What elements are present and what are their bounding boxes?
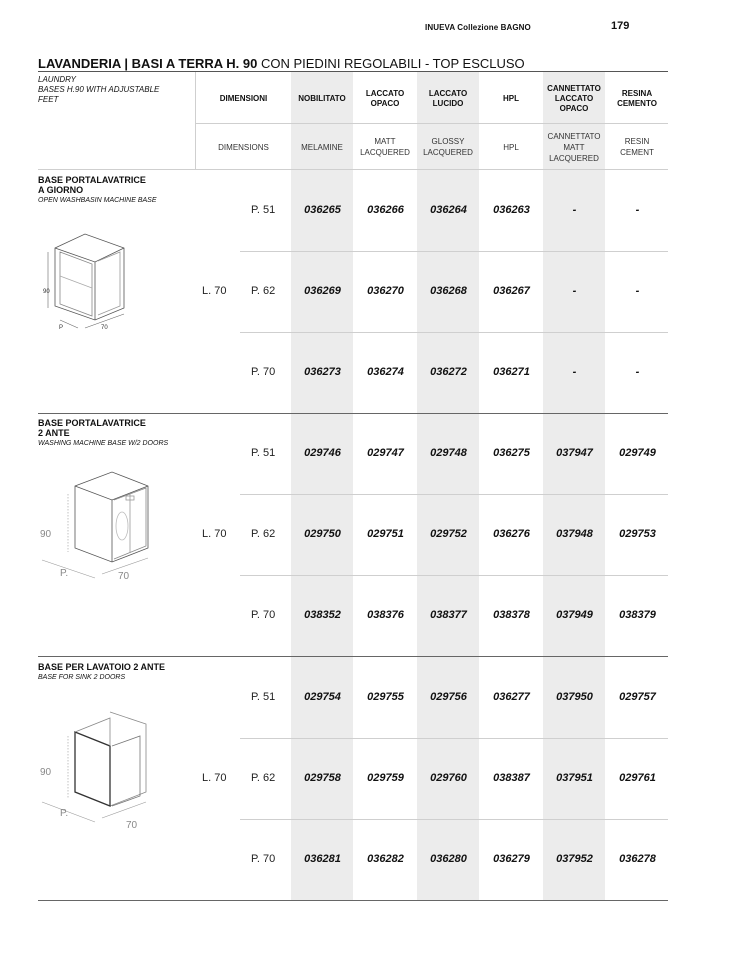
column-header <box>417 74 479 124</box>
column-header-line: CEMENTO <box>617 99 657 108</box>
column-header-text <box>298 94 346 104</box>
dim-label-width: 70 <box>101 325 108 331</box>
column-header-text <box>218 142 269 153</box>
column-header-line: RESIN <box>624 137 650 146</box>
product-code: 029761 <box>619 771 656 784</box>
product-code: 036267 <box>493 284 530 297</box>
dim-line-depth <box>42 802 95 822</box>
product-code: 029746 <box>304 446 341 459</box>
product-code: 036275 <box>493 446 530 459</box>
product-code: 029758 <box>304 771 341 784</box>
column-header-line: OPACO <box>370 99 400 108</box>
washing-machine-base-drawing <box>40 466 155 586</box>
legend-line: FEET <box>38 95 59 104</box>
product-code: 038352 <box>304 608 341 621</box>
depth-label: P. 70 <box>251 608 276 621</box>
drawing-left-door <box>75 732 110 806</box>
column-header-text <box>360 136 410 158</box>
product-code: 029753 <box>619 527 656 540</box>
column-header <box>196 74 291 124</box>
sink-base-drawing <box>40 706 155 832</box>
product-code: - <box>572 365 577 378</box>
column-header-text <box>220 94 268 104</box>
depth-label: P. 51 <box>251 446 276 459</box>
column-header-english <box>417 124 479 170</box>
column-header <box>480 74 542 124</box>
row-divider <box>240 575 668 576</box>
section-subtitle: OPEN WASHBASIN MACHINE BASE <box>38 197 157 204</box>
legend <box>38 75 188 105</box>
depth-label: P. 51 <box>251 690 276 703</box>
drawing-back-panel <box>110 712 146 806</box>
page-number: 179 <box>611 20 630 32</box>
product-code: 036281 <box>304 852 341 865</box>
open-base-drawing <box>40 228 140 334</box>
drawing-outline <box>55 234 124 320</box>
product-code: 029756 <box>430 690 467 703</box>
dim-label-depth: P. <box>60 568 69 579</box>
drawing-right-door <box>112 736 140 806</box>
product-code: 036279 <box>493 852 530 865</box>
column-header-line: LACCATO <box>428 89 468 98</box>
depth-label: P. 62 <box>251 771 276 784</box>
product-code: 038376 <box>367 608 404 621</box>
column-header <box>291 74 353 124</box>
depth-label: P. 70 <box>251 852 276 865</box>
product-code: 036276 <box>493 527 530 540</box>
section-title: BASE PER LAVATOIO 2 ANTE <box>38 662 166 672</box>
drawing-outline <box>75 472 148 562</box>
column-header-english <box>543 124 605 170</box>
column-header-line: CEMENT <box>620 148 654 157</box>
section-divider <box>38 413 668 414</box>
column-header-text <box>617 89 657 109</box>
product-code: 036280 <box>430 852 467 865</box>
dim-label-height: 90 <box>40 767 52 778</box>
product-code: 037952 <box>556 852 593 865</box>
product-code: 037949 <box>556 608 593 621</box>
column-header <box>354 74 416 124</box>
column-header-line: CANNETTATO <box>547 84 601 93</box>
legend-line: LAUNDRY <box>38 75 76 84</box>
header-divider <box>196 123 668 124</box>
dim-label-width: 70 <box>126 820 138 831</box>
column-header-line: RESINA <box>621 89 653 98</box>
column-header-text <box>366 89 404 109</box>
title-bold: LAVANDERIA | BASI A TERRA H. 90 <box>38 56 258 71</box>
product-code: 037951 <box>556 771 593 784</box>
section-title: A GIORNO <box>38 185 84 195</box>
section-subtitle: WASHING MACHINE BASE W/2 DOORS <box>38 440 169 447</box>
page-title <box>38 56 525 71</box>
dim-label-depth: P. <box>60 808 69 819</box>
product-code: 029755 <box>367 690 404 703</box>
column-header-text <box>301 142 343 153</box>
column-header <box>606 74 668 124</box>
product-code: 037948 <box>556 527 593 540</box>
product-code: 036282 <box>367 852 404 865</box>
title-normal: CON PIEDINI REGOLABILI - TOP ESCLUSO <box>257 56 525 71</box>
product-code: 036272 <box>430 365 467 378</box>
drawing-top-edge <box>75 486 148 500</box>
column-header-line: HPL <box>503 94 519 103</box>
product-code: 036278 <box>619 852 656 865</box>
section-title: BASE PORTALAVATRICE <box>38 418 146 428</box>
column-header-english <box>291 124 353 170</box>
product-code: 037950 <box>556 690 593 703</box>
legend-line: BASES H.90 WITH ADJUSTABLE <box>38 85 160 94</box>
column-header-english <box>354 124 416 170</box>
header-bottom-rule <box>38 169 668 170</box>
column-header-line: LUCIDO <box>432 99 464 108</box>
column-header-line: LACCATO <box>554 94 594 103</box>
section-title: 2 ANTE <box>38 428 70 438</box>
product-code: - <box>635 365 640 378</box>
column-header <box>543 74 605 124</box>
product-code: 037947 <box>556 446 593 459</box>
product-code: 038387 <box>493 771 530 784</box>
column-header-line: MATT <box>563 142 585 152</box>
product-code: 029752 <box>430 527 467 540</box>
column-header-english <box>606 124 668 170</box>
product-code: 036269 <box>304 284 341 297</box>
product-code: 036271 <box>493 365 530 378</box>
column-header-line: OPACO <box>559 104 589 113</box>
row-divider <box>240 738 668 739</box>
collection-name: INUEVA Collezione BAGNO <box>425 23 531 32</box>
column-header-text <box>429 89 467 109</box>
product-code: - <box>572 284 577 297</box>
column-header-english <box>196 124 291 170</box>
section-title: BASE PORTALAVATRICE <box>38 175 146 185</box>
product-code: 036263 <box>493 203 530 216</box>
product-code: 038379 <box>619 608 656 621</box>
product-code: 036270 <box>367 284 404 297</box>
dim-label-width: 70 <box>118 571 130 582</box>
column-header-line: HPL <box>503 142 519 152</box>
product-code: - <box>635 203 640 216</box>
column-header-text <box>547 84 601 114</box>
depth-label: P. 70 <box>251 365 276 378</box>
column-header-line: MATT <box>374 137 396 146</box>
column-header-text <box>423 136 473 158</box>
row-divider <box>240 332 668 333</box>
product-code: 036266 <box>367 203 404 216</box>
product-code: - <box>635 284 640 297</box>
column-header-line: LACCATO <box>365 89 405 98</box>
row-divider <box>240 251 668 252</box>
product-code: 029760 <box>430 771 467 784</box>
row-divider <box>240 819 668 820</box>
product-code: 029748 <box>430 446 467 459</box>
product-code: 029747 <box>367 446 404 459</box>
column-header-line: LACQUERED <box>423 148 473 157</box>
product-code: 029749 <box>619 446 656 459</box>
column-header-line: DIMENSIONI <box>219 94 268 103</box>
product-code: 036268 <box>430 284 467 297</box>
column-header-line: MELAMINE <box>301 142 343 152</box>
dim-line-width <box>102 802 146 818</box>
product-code: 029754 <box>304 690 341 703</box>
product-code: 038377 <box>430 608 467 621</box>
drawing-top-edge <box>75 718 110 746</box>
depth-label: P. 62 <box>251 284 276 297</box>
product-code: 036264 <box>430 203 467 216</box>
dim-label-depth: P <box>59 325 64 331</box>
width-label: L. 70 <box>202 771 227 784</box>
product-code: 029757 <box>619 690 656 703</box>
product-code: 036277 <box>493 690 530 703</box>
column-header-text <box>548 131 601 164</box>
product-code: 036274 <box>367 365 404 378</box>
drawing-drum <box>116 512 128 540</box>
product-code: 029759 <box>367 771 404 784</box>
drawing-opening <box>60 252 92 316</box>
column-header-text <box>503 94 519 104</box>
column-header-text <box>503 142 519 153</box>
depth-label: P. 51 <box>251 203 276 216</box>
product-code: - <box>572 203 577 216</box>
width-label: L. 70 <box>202 527 227 540</box>
dim-line-depth <box>42 560 95 578</box>
product-code: 029750 <box>304 527 341 540</box>
header-left-rule <box>195 72 196 170</box>
section-subtitle: BASE FOR SINK 2 DOORS <box>38 674 126 681</box>
column-header-line: CANNETTATO <box>547 131 601 141</box>
page-header <box>0 20 742 34</box>
drawing-side-panel <box>98 252 120 315</box>
product-code: 036273 <box>304 365 341 378</box>
product-code: 038378 <box>493 608 530 621</box>
column-header-line: LACQUERED <box>549 153 599 163</box>
column-header-line: NOBILITATO <box>298 94 346 103</box>
section-divider <box>38 656 668 657</box>
dim-label-height: 90 <box>40 529 52 540</box>
column-header-line: LACQUERED <box>360 148 410 157</box>
column-header-text <box>620 136 654 158</box>
dim-label-height: 90 <box>43 289 50 295</box>
product-code: 036265 <box>304 203 341 216</box>
row-divider <box>240 494 668 495</box>
column-header-line: DIMENSIONS <box>218 142 269 152</box>
drawing-shelf <box>60 276 92 288</box>
depth-label: P. 62 <box>251 527 276 540</box>
column-header-english <box>480 124 542 170</box>
column-header-line: GLOSSY <box>431 137 465 146</box>
width-label: L. 70 <box>202 284 227 297</box>
section-divider <box>38 900 668 901</box>
product-code: 029751 <box>367 527 404 540</box>
